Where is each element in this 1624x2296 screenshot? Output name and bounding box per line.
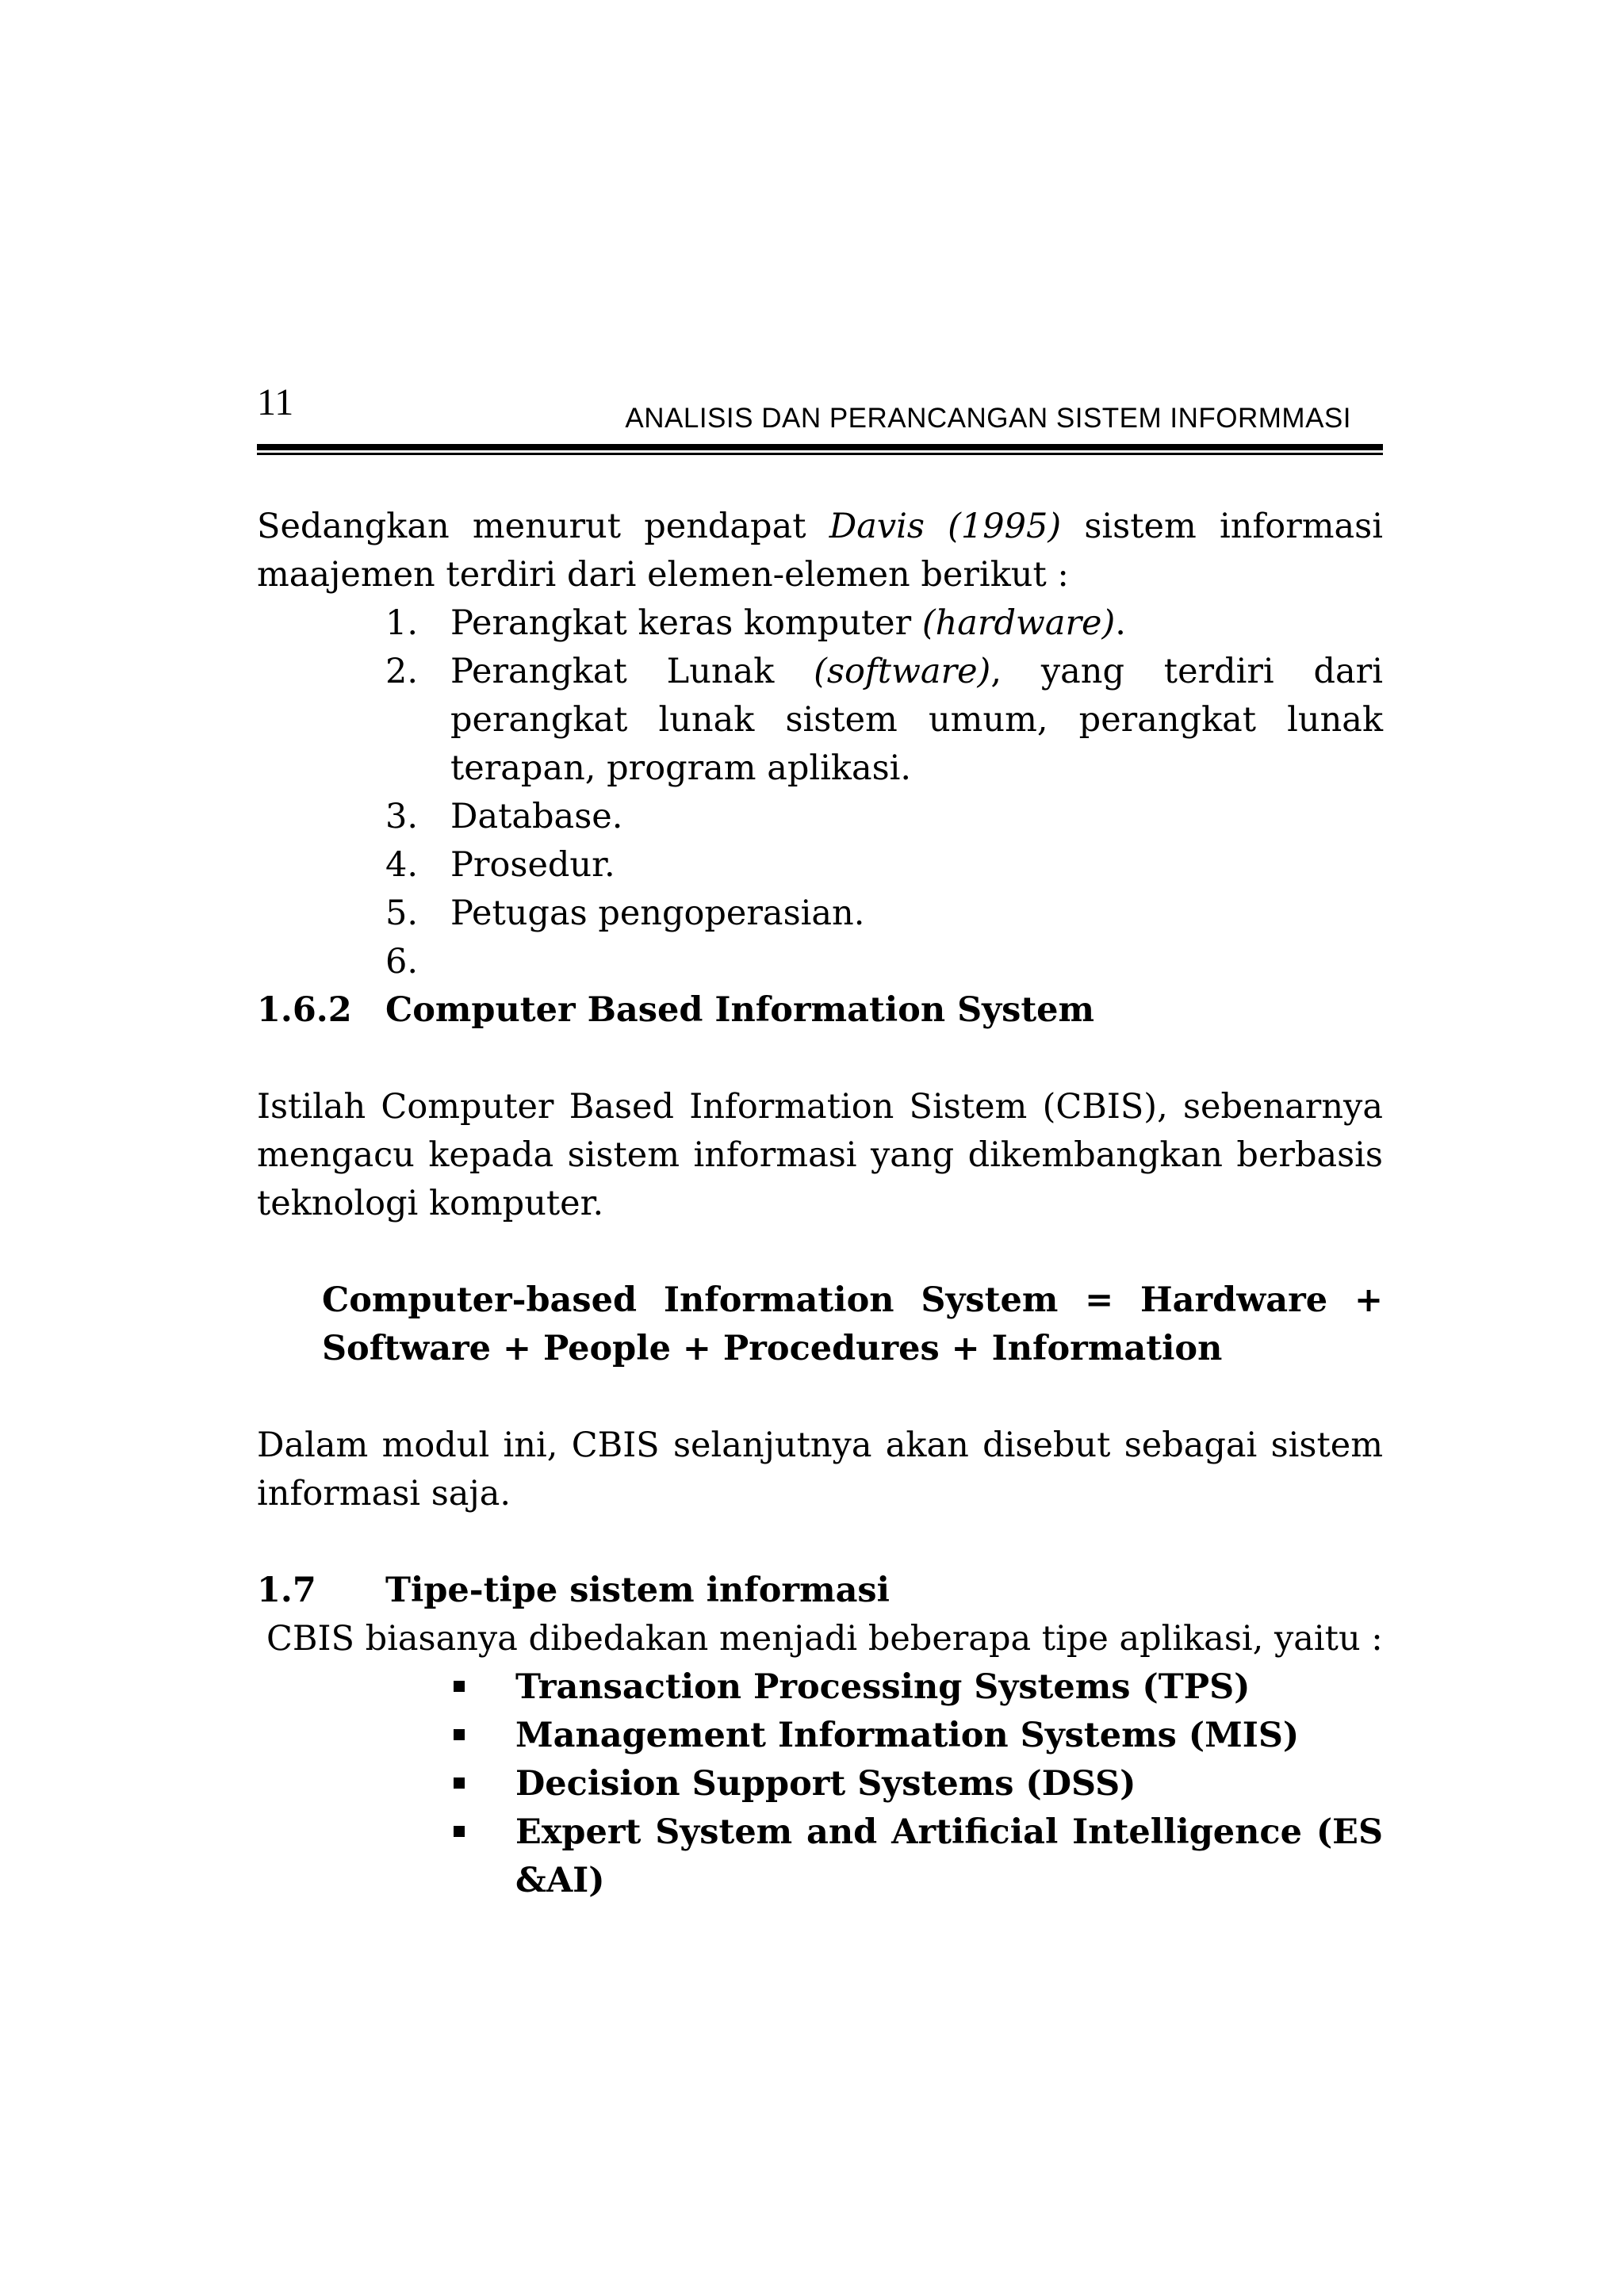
list-item xyxy=(385,938,1383,986)
square-bullet-icon xyxy=(454,1826,465,1837)
intro-text-after: sistem informasi maajemen terdiri dari elemen-elemen berikut : xyxy=(257,507,1383,595)
list-text: Expert System and Artificial Intelligence (ES &AI) xyxy=(515,1812,1383,1900)
module-note-paragraph: Dalam modul ini, CBIS selanjutnya akan disebut sebagai sistem informasi saja. xyxy=(257,1425,1383,1513)
running-title: ANALISIS DAN PERANCANGAN SISTEM INFORMMASI xyxy=(625,403,1351,434)
spacer xyxy=(257,1228,1383,1276)
list-text: Perangkat Lunak xyxy=(450,652,814,691)
list-text-after: . xyxy=(1115,603,1126,643)
list-number: 4. xyxy=(385,845,419,885)
square-bullet-icon xyxy=(454,1681,465,1692)
types-intro: CBIS biasanya dibedakan menjadi beberapa tipe aplikasi, yaitu : xyxy=(266,1619,1383,1659)
list-item xyxy=(385,648,1383,793)
section-heading-1-7 xyxy=(257,1567,1383,1615)
square-bullet-icon xyxy=(454,1777,465,1789)
list-item xyxy=(450,1760,1383,1808)
section-title: Computer Based Information System xyxy=(385,990,1095,1030)
list-text: Database. xyxy=(450,797,623,836)
cbis-paragraph: Istilah Computer Based Information Sistem (CBIS), sebenarnya mengacu kepada sistem informasi yang dikembangkan berbasis teknologi komputer. xyxy=(257,1087,1383,1223)
spacer xyxy=(257,1035,1383,1083)
list-item xyxy=(385,599,1383,648)
page-header xyxy=(257,381,1383,455)
page-number: 11 xyxy=(257,381,294,423)
section-heading-1-6-2 xyxy=(257,986,1383,1035)
list-item xyxy=(385,890,1383,938)
intro-text-before: Sedangkan menurut pendapat xyxy=(257,507,829,546)
types-list xyxy=(257,1663,1383,1905)
list-text: Management Information Systems (MIS) xyxy=(515,1716,1300,1755)
book-page xyxy=(257,381,1383,1905)
header-rule-thin xyxy=(257,453,1383,455)
list-text xyxy=(450,942,462,982)
list-item xyxy=(385,841,1383,890)
cbis-formula: Computer-based Information System = Hardware + Software + People + Procedures + Information xyxy=(322,1280,1383,1368)
list-number: 5. xyxy=(385,894,419,933)
header-rule-thick xyxy=(257,444,1383,450)
list-term: (software) xyxy=(814,652,991,691)
section-number: 1.6.2 xyxy=(257,990,352,1030)
spacer xyxy=(257,1518,1383,1567)
list-text: Petugas pengoperasian. xyxy=(450,894,865,933)
list-item xyxy=(450,1663,1383,1712)
page-content xyxy=(257,503,1383,1905)
list-text: Decision Support Systems (DSS) xyxy=(515,1764,1136,1804)
list-number: 2. xyxy=(385,652,419,691)
list-item xyxy=(450,1808,1383,1905)
list-text-after: , yang terdiri dari perangkat lunak sistem umum, perangkat lunak terapan, program aplikasi. xyxy=(450,652,1383,788)
elements-list xyxy=(257,599,1383,986)
list-item xyxy=(450,1712,1383,1760)
intro-citation: Davis (1995) xyxy=(829,507,1062,546)
list-text: Transaction Processing Systems (TPS) xyxy=(515,1667,1251,1707)
list-number: 6. xyxy=(385,942,419,982)
square-bullet-icon xyxy=(454,1729,465,1740)
list-number: 3. xyxy=(385,797,419,836)
section-title: Tipe-tipe sistem informasi xyxy=(385,1571,890,1610)
spacer xyxy=(257,1373,1383,1422)
list-text: Perangkat keras komputer xyxy=(450,603,922,643)
list-text: Prosedur. xyxy=(450,845,615,885)
list-number: 1. xyxy=(385,603,419,643)
list-term: (hardware) xyxy=(921,603,1116,643)
list-item xyxy=(385,793,1383,841)
intro-paragraph xyxy=(257,503,1383,599)
section-number: 1.7 xyxy=(257,1571,316,1610)
